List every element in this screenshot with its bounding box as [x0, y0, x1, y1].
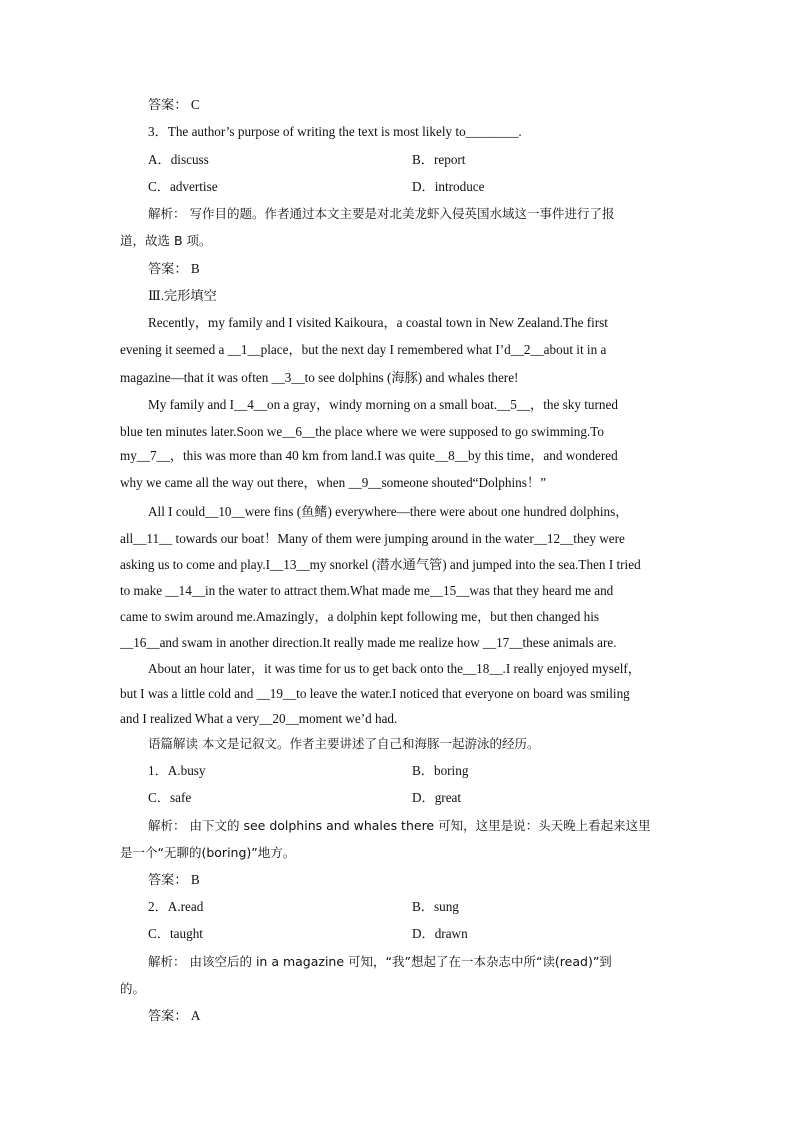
answer-line: 答案： A: [148, 1008, 201, 1023]
q2-option-b: B．sung: [412, 899, 459, 914]
passage-line: all__11__ towards our boat！Many of them were jumping around in the water__12__they were: [120, 531, 625, 546]
option-c: C．advertise: [148, 179, 218, 194]
option-a: A．discuss: [148, 152, 209, 167]
passage-line: came to swim around me.Amazingly，a dolphin kept following me，but then changed his: [120, 609, 600, 624]
passage-line: asking us to come and play.I__13__my snorkel (潜水通气管) and jumped into the sea.Then I tried: [120, 557, 641, 572]
question-3-stem: 3．The author’s purpose of writing the text is most likely to________.: [148, 124, 522, 139]
passage-line: and I realized What a very__20__moment we’d had.: [120, 711, 398, 726]
passage-line: why we came all the way out there，when __9__someone shouted“Dolphins！”: [120, 475, 546, 490]
q1-option-d: D．great: [412, 790, 462, 805]
passage-line: blue ten minutes later.Soon we__6__the place where we were supposed to go swimming.To: [120, 424, 604, 439]
q2-option-c: C．taught: [148, 926, 203, 941]
passage-line: magazine—that it was often __3__to see dolphins (海豚) and whales there!: [120, 370, 519, 385]
q2-option-d: D．drawn: [412, 926, 468, 941]
answer-line: 答案： B: [148, 872, 200, 887]
answer-line: 答案： C: [148, 97, 200, 112]
q1-option-a: 1．A.busy: [148, 763, 206, 778]
q2-option-a: 2．A.read: [148, 899, 204, 914]
analysis-line-cont: 是一个“无聊的(boring)”地方。: [120, 845, 296, 860]
analysis-line: 解析： 由下文的 see dolphins and whales there 可知，这里是说：头天晚上看起来这里: [148, 818, 651, 833]
passage-line: my__7__，this was more than 40 km from land.I was quite__8__by this time，and wondered: [120, 448, 618, 463]
analysis-line: 解析： 由该空后的 in a magazine 可知，“我”想起了在一本杂志中所“读(read)”到: [148, 954, 612, 969]
q1-option-c: C．safe: [148, 790, 192, 805]
passage-line: to make __14__in the water to attract them.What made me__15__was that they heard me and: [120, 583, 614, 598]
analysis-line-cont: 道，故选 B 项。: [120, 233, 212, 248]
passage-line: About an hour later，it was time for us to get back onto the__18__.I really enjoyed myself，: [148, 661, 641, 676]
passage-line: Recently，my family and I visited Kaikoura，a coastal town in New Zealand.The first: [148, 315, 608, 330]
answer-line: 答案： B: [148, 261, 200, 276]
analysis-line-cont: 的。: [120, 981, 146, 996]
passage-line: __16__and swam in another direction.It really made me realize how __17__these animals are.: [120, 635, 617, 650]
passage-line: All I could__10__were fins (鱼鳍) everywhere—there were about one hundred dolphins，: [148, 504, 629, 519]
option-d: D．introduce: [412, 179, 485, 194]
passage-line: My family and I__4__on a gray，windy morning on a small boat.__5__，the sky turned: [148, 397, 618, 412]
option-b: B．report: [412, 152, 466, 167]
discourse-note: 语篇解读 本文是记叙文。作者主要讲述了自己和海豚一起游泳的经历。: [148, 736, 540, 751]
passage-line: evening it seemed a __1__place，but the next day I remembered what I’d__2__about it in a: [120, 342, 607, 357]
q1-option-b: B．boring: [412, 763, 469, 778]
passage-line: but I was a little cold and __19__to leave the water.I noticed that everyone on board was smiling: [120, 686, 630, 701]
section-heading: Ⅲ.完形填空: [148, 288, 217, 303]
analysis-line: 解析： 写作目的题。作者通过本文主要是对北美龙虾入侵英国水域这一事件进行了报: [148, 206, 615, 221]
